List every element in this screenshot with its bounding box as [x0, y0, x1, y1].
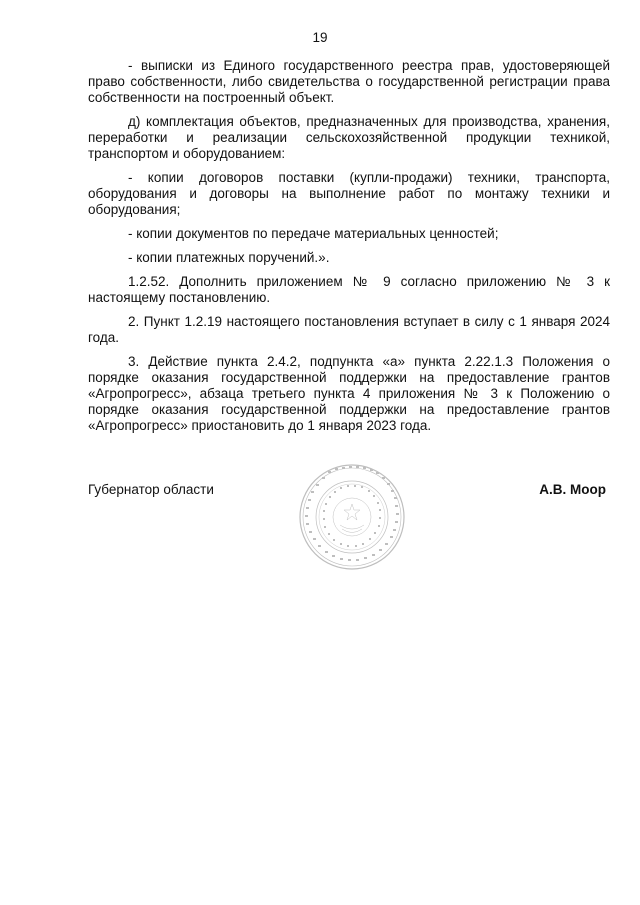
document-body	[88, 58, 610, 442]
signer-name: А.В. Моор	[539, 482, 606, 497]
page-number: 19	[312, 30, 328, 45]
paragraph-item-3: 3. Действие пункта 2.4.2, подпункта «а» пункта 2.22.1.3 Положения о порядке оказания государственной поддержки на предоставление грантов «Агропрогресс», абзаца третьего пункта 4 приложения № 3 к Положению о порядке оказания государственной поддержки на предоставление грантов «Агропрогресс» приостановить до 1 января 2023 года.	[88, 354, 610, 433]
paragraph-extract-registry: - выписки из Единого государственного реестра прав, удостоверяющей право собственности, либо свидетельства о государственной регистрации права собственности на построенный объект.	[88, 58, 610, 105]
paragraph-equipment-purchase: д) комплектация объектов, предназначенных для производства, хранения, переработки и реализации сельскохозяйственной продукции техникой, транспортом и оборудованием:	[88, 114, 610, 161]
paragraph-payment-orders: - копии платежных поручений.».	[128, 250, 330, 265]
paragraph-supply-contracts: - копии договоров поставки (купли-продажи) техники, транспорта, оборудования и договоры на выполнение работ по монтажу техники и оборудования;	[88, 170, 610, 217]
paragraph-transfer-documents: - копии документов по передаче материальных ценностей;	[128, 226, 499, 241]
signer-title: Губернатор области	[88, 482, 214, 497]
paragraph-item-1-2-52: 1.2.52. Дополнить приложением № 9 согласно приложению № 3 к настоящему постановлению.	[88, 274, 610, 305]
official-seal-stamp	[298, 463, 406, 571]
paragraph-item-2: 2. Пункт 1.2.19 настоящего постановления вступает в силу с 1 января 2024 года.	[88, 314, 610, 345]
